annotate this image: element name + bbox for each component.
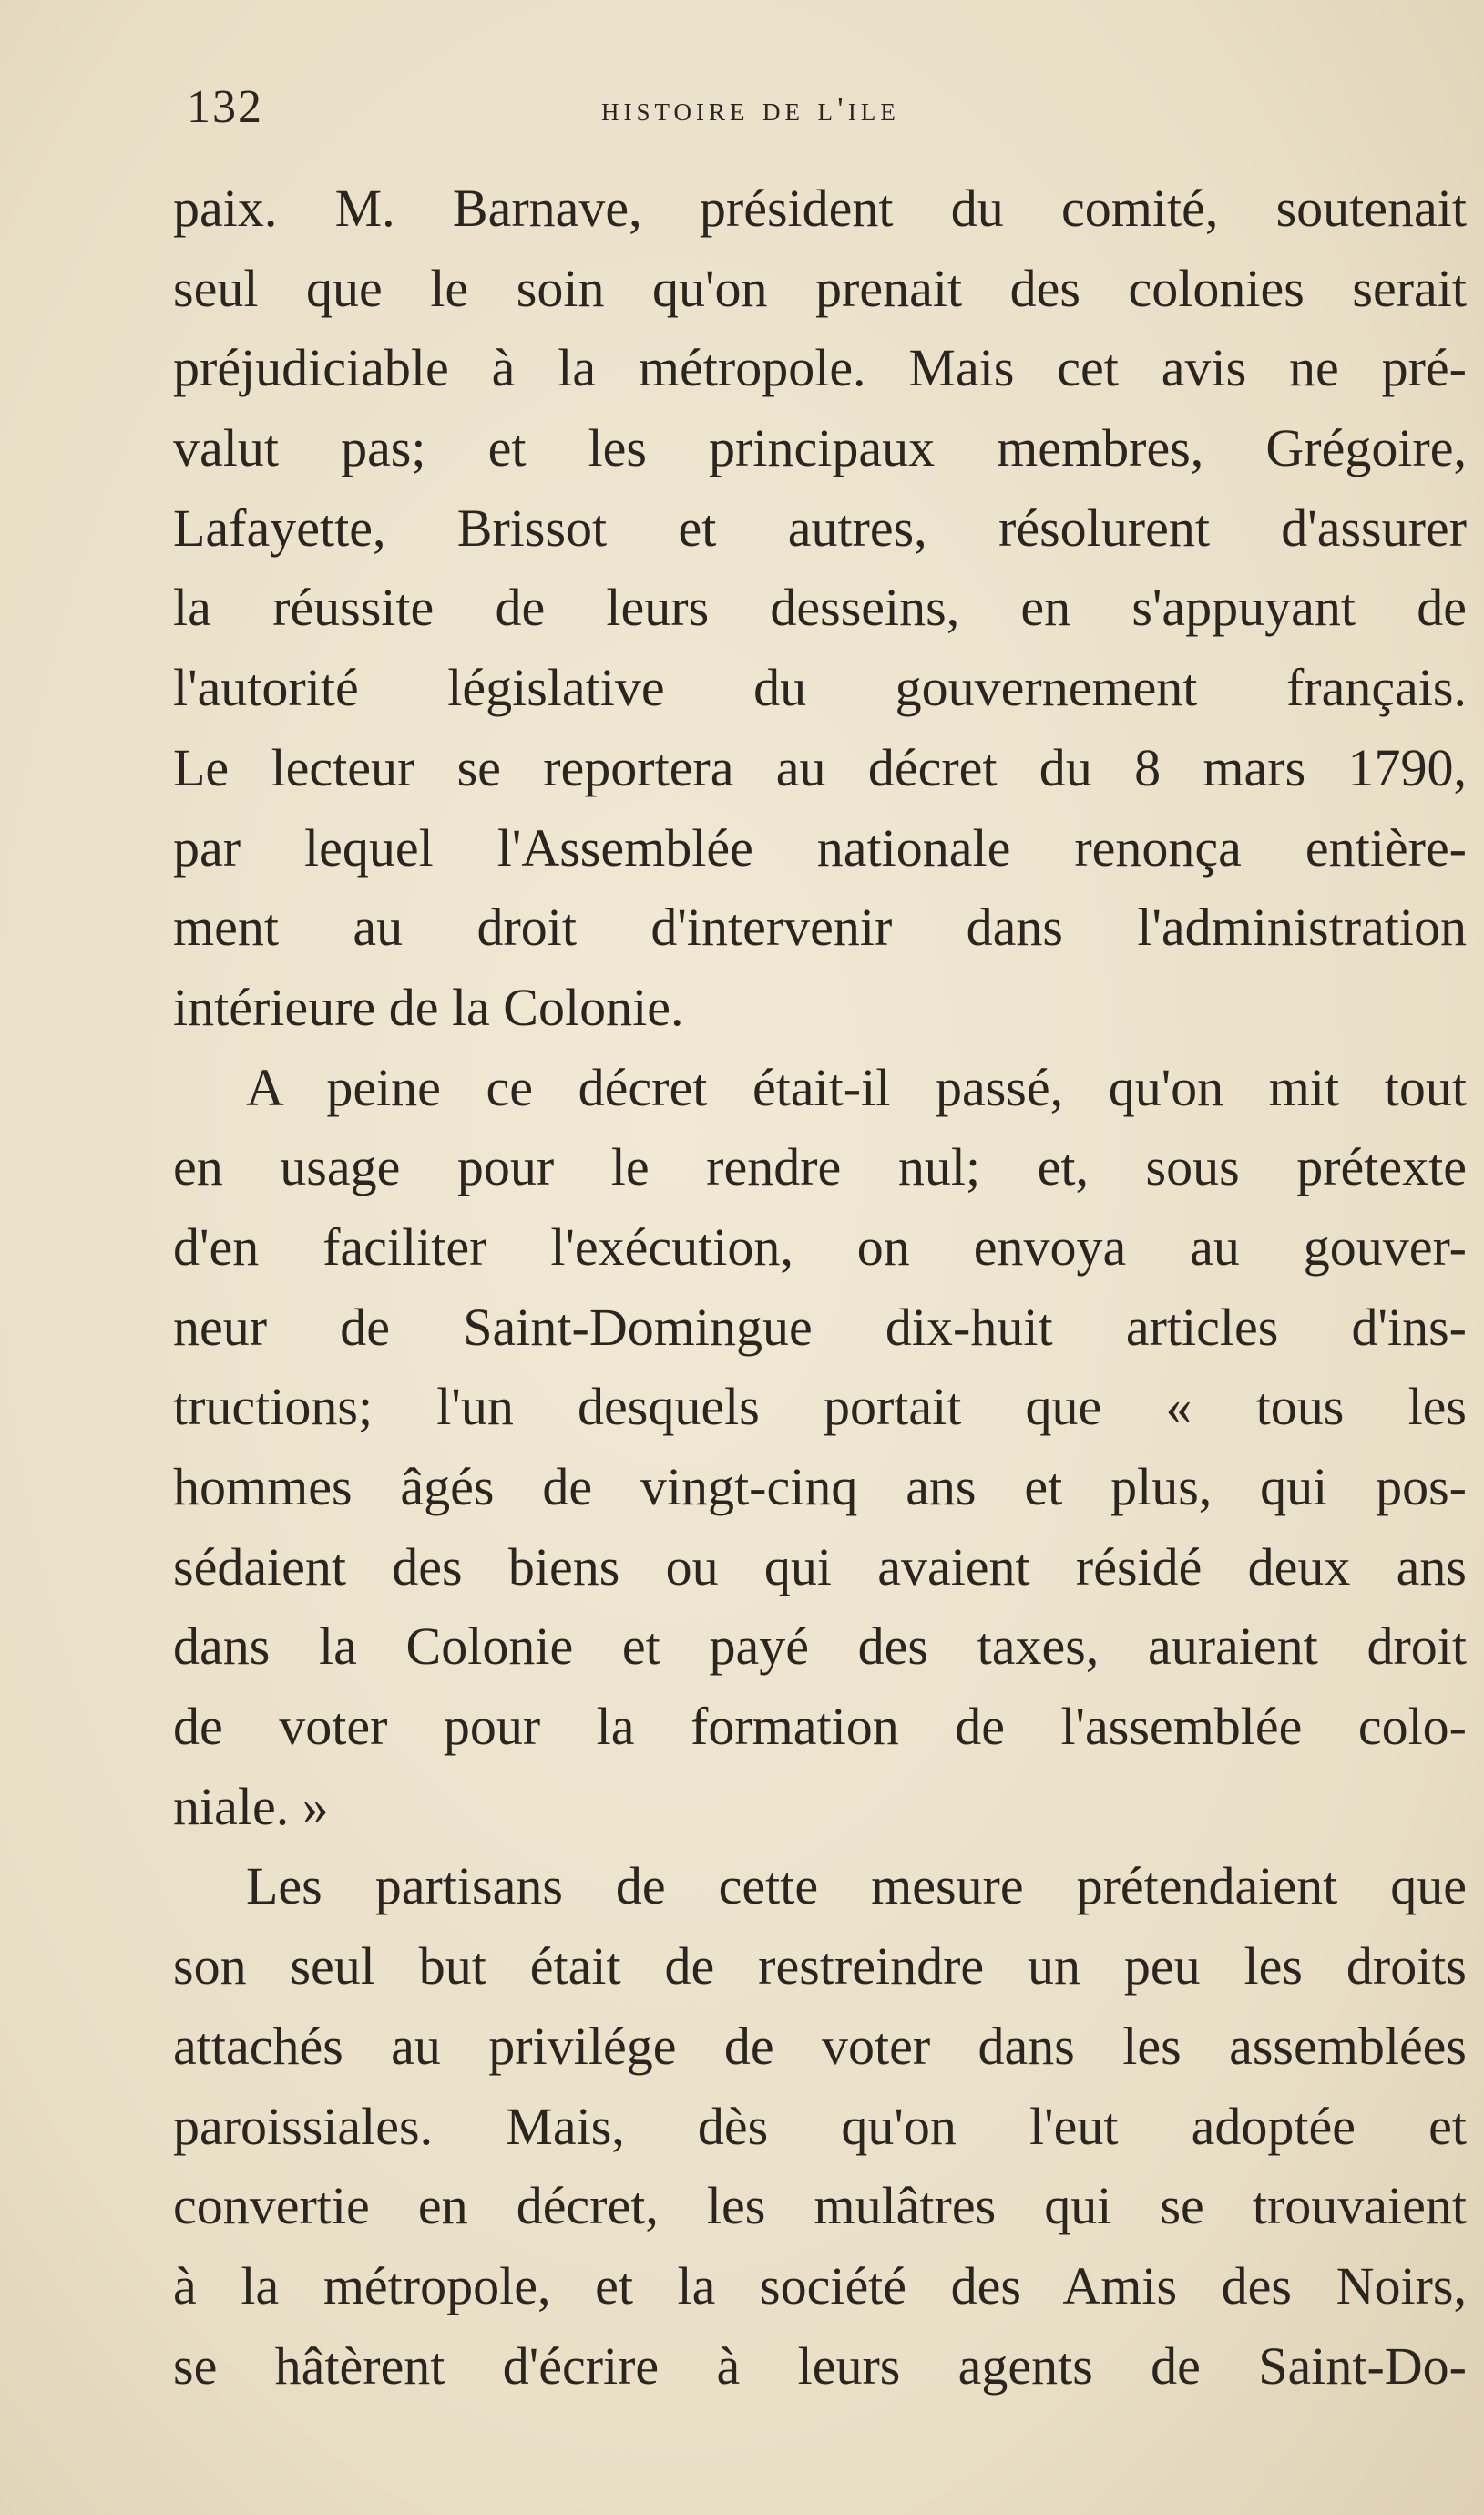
text-line: d'en faciliter l'exécution, on envoya au gouver- bbox=[173, 1216, 1467, 1277]
text-line: neur de Saint-Domingue dix-huit articles d'ins- bbox=[173, 1297, 1467, 1357]
text-line: intérieure de la Colonie. bbox=[173, 977, 684, 1037]
text-line: par lequel l'Assemblée nationale renonça entière- bbox=[173, 817, 1467, 878]
text-line: paroissiales. Mais, dès qu'on l'eut adoptée et bbox=[173, 2096, 1467, 2156]
text-line: A peine ce décret était-il passé, qu'on mit tout bbox=[246, 1057, 1467, 1117]
text-line: tructions; l'un desquels portait que « tous les bbox=[173, 1377, 1467, 1437]
running-head: histoire de l'ile bbox=[601, 90, 900, 128]
text-line: valut pas; et les principaux membres, Grégoire, bbox=[173, 418, 1467, 478]
text-line: Le lecteur se reportera au décret du 8 mars 1790, bbox=[173, 737, 1467, 797]
text-line: à la métropole, et la société des Amis des Noirs, bbox=[173, 2255, 1467, 2315]
text-line: la réussite de leurs desseins, en s'appuyant de bbox=[173, 578, 1467, 638]
text-line: se hâtèrent d'écrire à leurs agents de Saint-Do- bbox=[173, 2335, 1467, 2396]
text-line: hommes âgés de vingt-cinq ans et plus, qui pos- bbox=[173, 1457, 1467, 1516]
text-line: son seul but était de restreindre un peu les droits bbox=[173, 1936, 1467, 1997]
text-line: dans la Colonie et payé des taxes, auraient droit bbox=[173, 1617, 1467, 1677]
text-line: de voter pour la formation de l'assemblée colo- bbox=[173, 1697, 1467, 1757]
text-line: niale. » bbox=[173, 1776, 329, 1836]
text-line: Lafayette, Brissot et autres, résolurent d'assurer bbox=[173, 498, 1467, 558]
text-line: en usage pour le rendre nul; et, sous prétexte bbox=[173, 1137, 1467, 1197]
body-text bbox=[173, 169, 1467, 2406]
text-line: attachés au privilége de voter dans les assemblées bbox=[173, 2016, 1467, 2076]
page-header bbox=[187, 80, 1398, 144]
text-line: l'autorité législative du gouvernement français. bbox=[173, 658, 1467, 718]
text-line: seul que le soin qu'on prenait des colonies serait bbox=[173, 258, 1467, 318]
text-line: convertie en décret, les mulâtres qui se trouvaient bbox=[173, 2176, 1467, 2236]
text-line: préjudiciable à la métropole. Mais cet avis ne pré- bbox=[173, 338, 1467, 398]
text-line: sédaient des biens ou qui avaient résidé deux ans bbox=[173, 1536, 1467, 1596]
text-line: Les partisans de cette mesure prétendaient que bbox=[246, 1856, 1467, 1916]
page-number: 132 bbox=[187, 81, 263, 133]
text-line: ment au droit d'intervenir dans l'administration bbox=[173, 898, 1467, 958]
text-line: paix. M. Barnave, président du comité, soutenait bbox=[173, 179, 1467, 238]
